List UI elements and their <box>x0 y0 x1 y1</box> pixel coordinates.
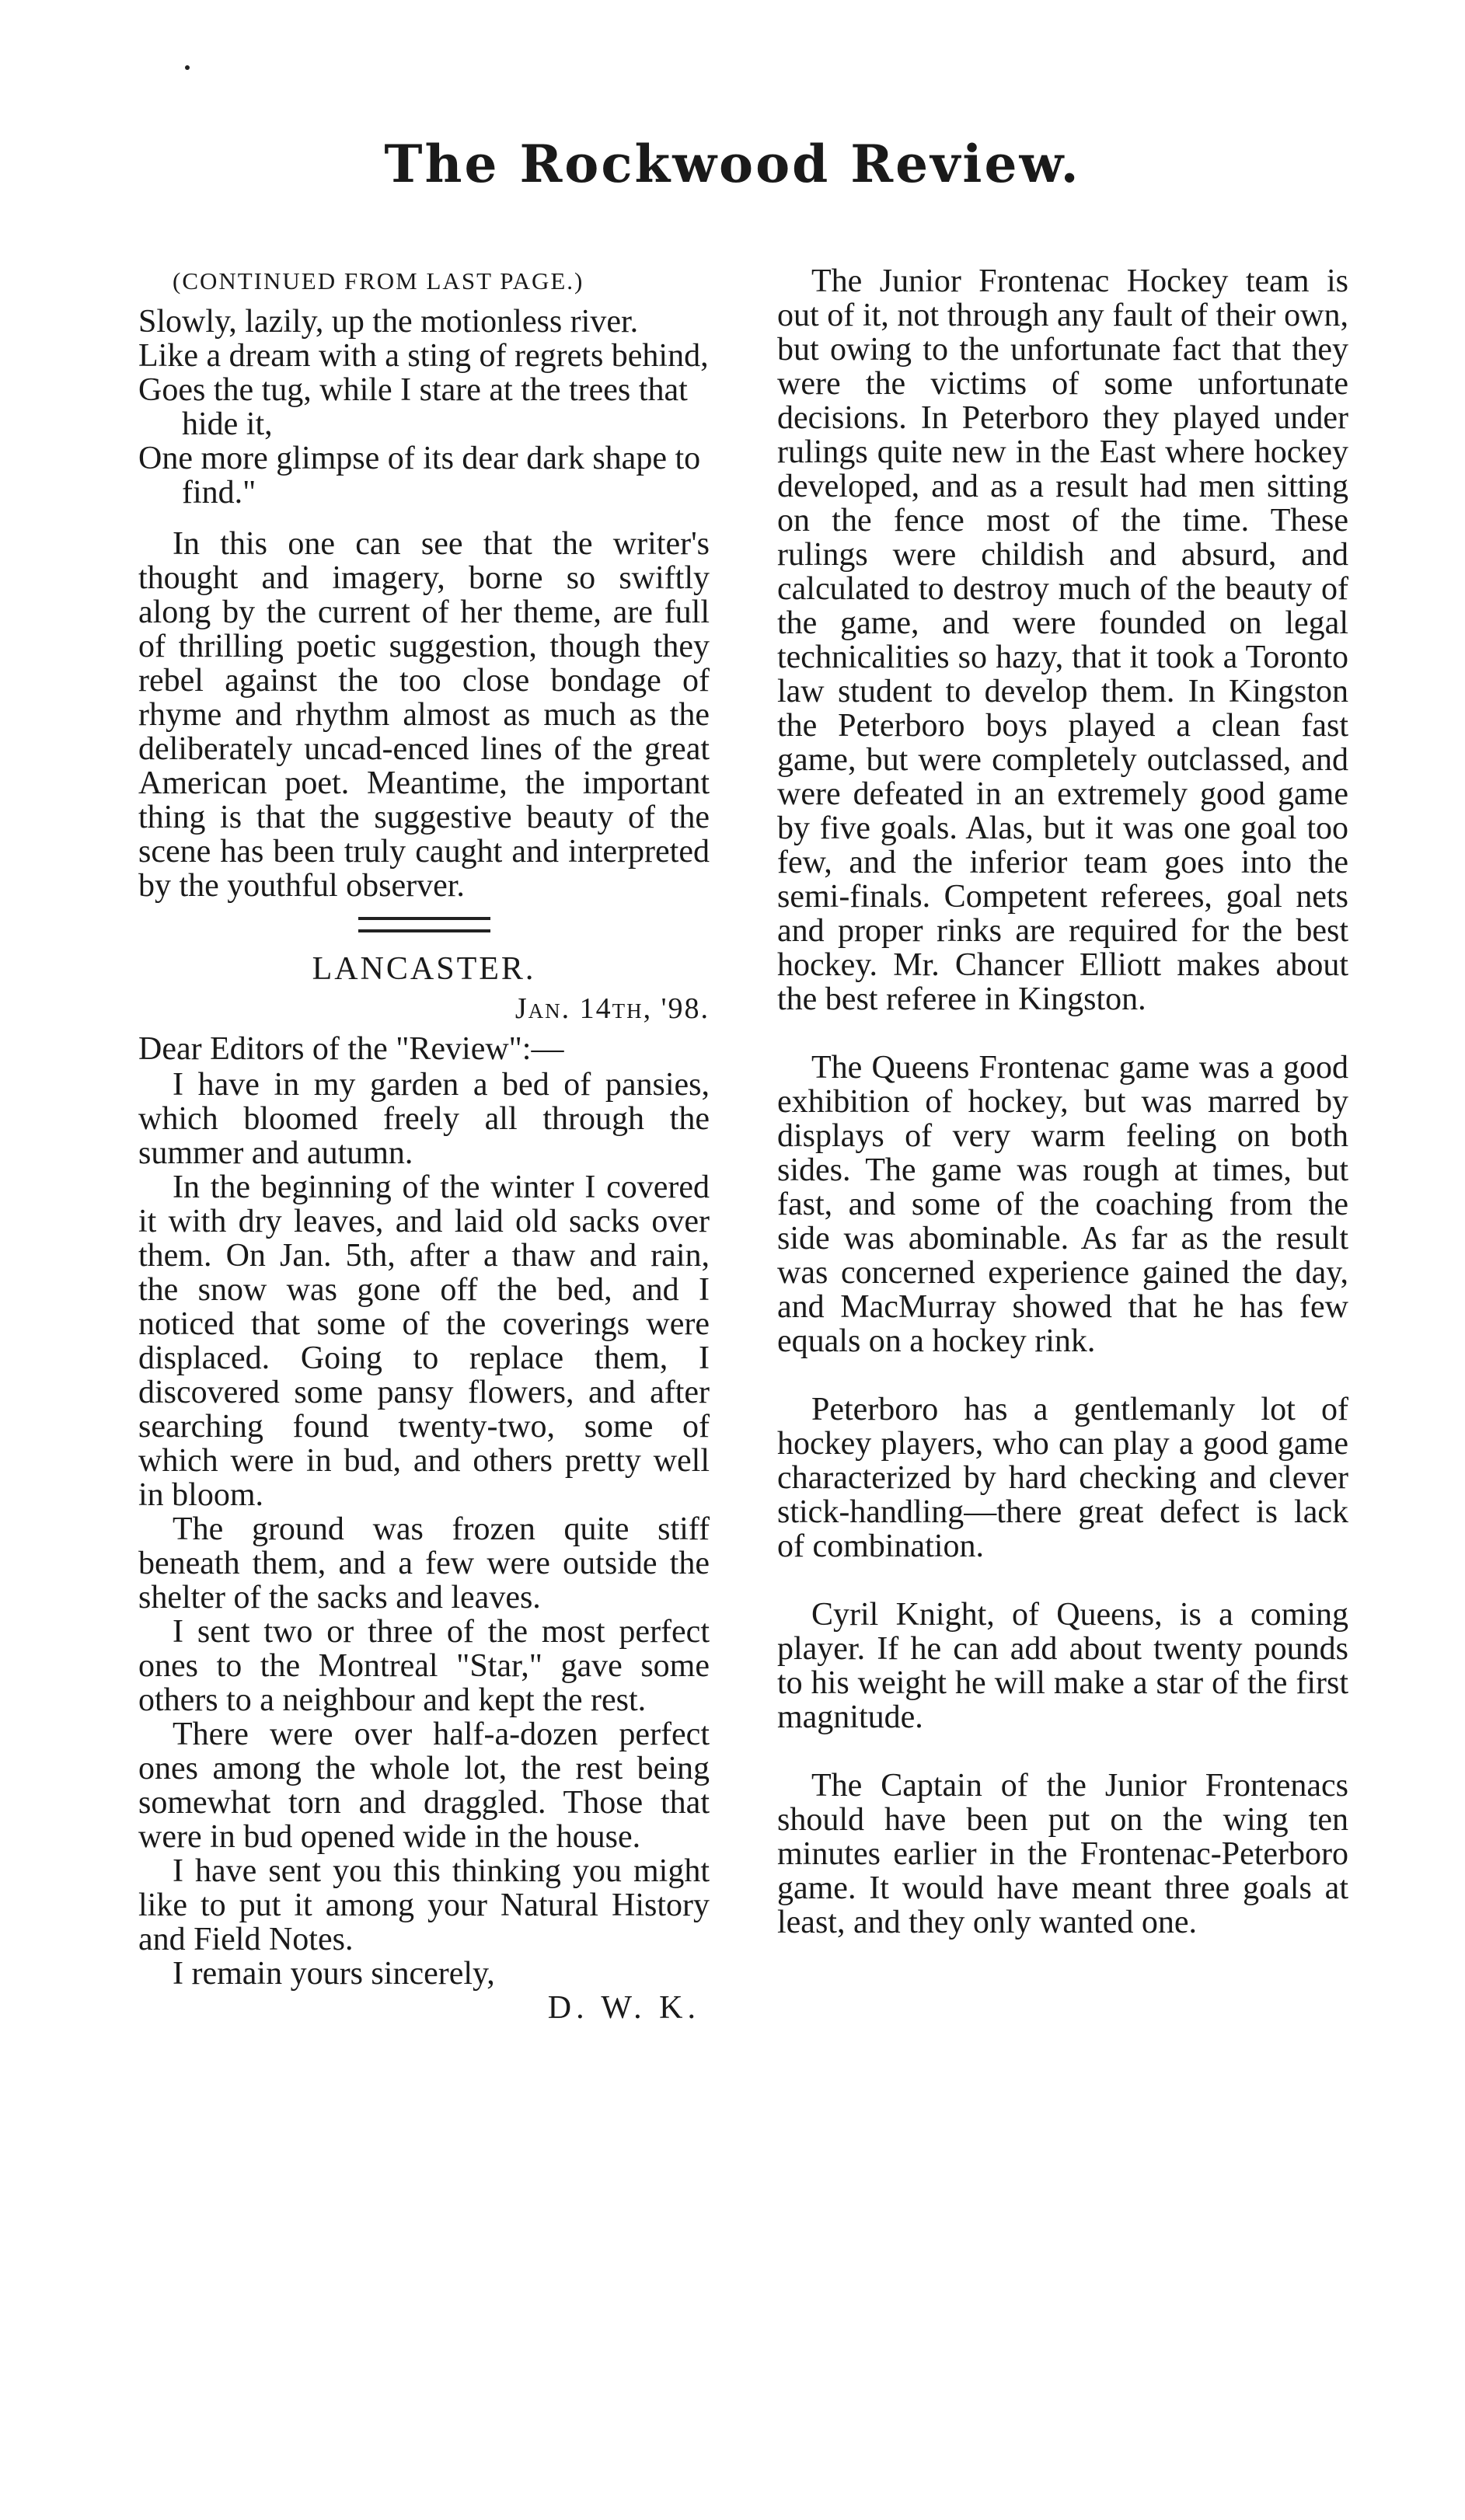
letter-heading: LANCASTER. <box>312 951 536 987</box>
poem-line: Like a dream with a sting of regrets behind, <box>138 338 709 374</box>
letter-paragraph: I have sent you this thinking you might like to put it among your Natural History and Field Notes. <box>138 1853 710 1957</box>
letter-date: Jan. 14th, '98. <box>514 992 710 1025</box>
letter-paragraph: I have in my garden a bed of pansies, which bloomed freely all through the summer and autumn. <box>138 1067 710 1171</box>
hockey-paragraph: The Captain of the Junior Frontenacs should have been put on the wing ten minutes earlier in the Frontenac-Peterboro game. It would have meant three goals at least, and they only wanted one. <box>777 1768 1348 1940</box>
left-column <box>138 264 710 2025</box>
section-divider <box>358 917 490 932</box>
hockey-paragraph: Peterboro has a gentlemanly lot of hockey players, who can play a good game characterized by hard checking and clever stick-handling—there great defect is lack of combination. <box>777 1392 1348 1564</box>
letter-salutation: Dear Editors of the "Review":— <box>138 1031 564 1067</box>
masthead: The Rockwood Review. <box>384 134 1081 194</box>
letter-paragraph: There were over half-a-dozen perfect ones among the whole lot, the rest being somewhat torn and draggled. Those that were in bud opened wide in the house. <box>138 1717 710 1855</box>
letter-paragraph: The ground was frozen quite stiff beneath them, and a few were outside the shelter of the sacks and leaves. <box>138 1511 710 1616</box>
hockey-paragraph: Cyril Knight, of Queens, is a coming player. If he can add about twenty pounds to his weight he will make a star of the first magnitude. <box>777 1597 1348 1735</box>
right-column <box>777 264 1348 1940</box>
letter-paragraph: In the beginning of the winter I covered it with dry leaves, and laid old sacks over them. On Jan. 5th, after a thaw and rain, the snow was gone off the bed, and I noticed that some of the coverings were displaced. Going to replace them, I discovered some pansy flowers, and after searching found twenty-two, some of which were in bud, and others pretty well in bloom. <box>138 1169 710 1513</box>
page-speck <box>185 65 190 70</box>
letter-signature: D. W. K. <box>547 1990 700 2026</box>
poem-line: One more glimpse of its dear dark shape to find." <box>138 441 701 511</box>
hockey-paragraph: The Queens Frontenac game was a good exhibition of hockey, but was marred by displays of very warm feeling on both sides. The game was rough at times, but fast, and some of the coaching from the side was abominable. As far as the result was concerned experience gained the day, and MacMurray showed that he has few equals on a hockey rink. <box>777 1050 1348 1359</box>
continued-note: (CONTINUED FROM LAST PAGE.) <box>173 267 584 295</box>
poem-line: Goes the tug, while I stare at the trees that hide it, <box>138 372 688 442</box>
commentary-paragraph: In this one can see that the writer's thought and imagery, borne so swiftly along by the current of her theme, are full of thrilling poetic suggestion, though they rebel against the too close bondage of rhyme and rhythm almost as much as the deliberately uncad-enced lines of the great American poet. Meantime, the important thing is that the suggestive beauty of the scene has been truly caught and interpreted by the youthful observer. <box>138 526 710 904</box>
letter-closing: I remain yours sincerely, <box>173 1956 495 1992</box>
hockey-paragraph: The Junior Frontenac Hockey team is out of it, not through any fault of their own, but owing to the unfortunate fact that they were the victims of some unfortunate decisions. In Peterboro they played under rulings quite new in the East where hockey developed, and as a result had men sitting on the fence most of the time. These rulings were childish and absurd, and calculated to destroy much of the beauty of the game, and were founded on legal technicalities so hazy, that it took a Toronto law student to develop them. In Kingston the Peterboro boys played a clean fast game, but were completely outclassed, and were defeated in an extremely good game by five goals. Alas, but it was one goal too few, and the inferior team goes into the semi-finals. Competent referees, goal nets and proper rinks are required for the best hockey. Mr. Chancer Elliott makes about the best referee in Kingston. <box>777 263 1348 1017</box>
poem-line: Slowly, lazily, up the motionless river. <box>138 304 639 340</box>
letter-paragraph: I sent two or three of the most perfect ones to the Montreal "Star," gave some others to a neighbour and kept the rest. <box>138 1614 710 1718</box>
